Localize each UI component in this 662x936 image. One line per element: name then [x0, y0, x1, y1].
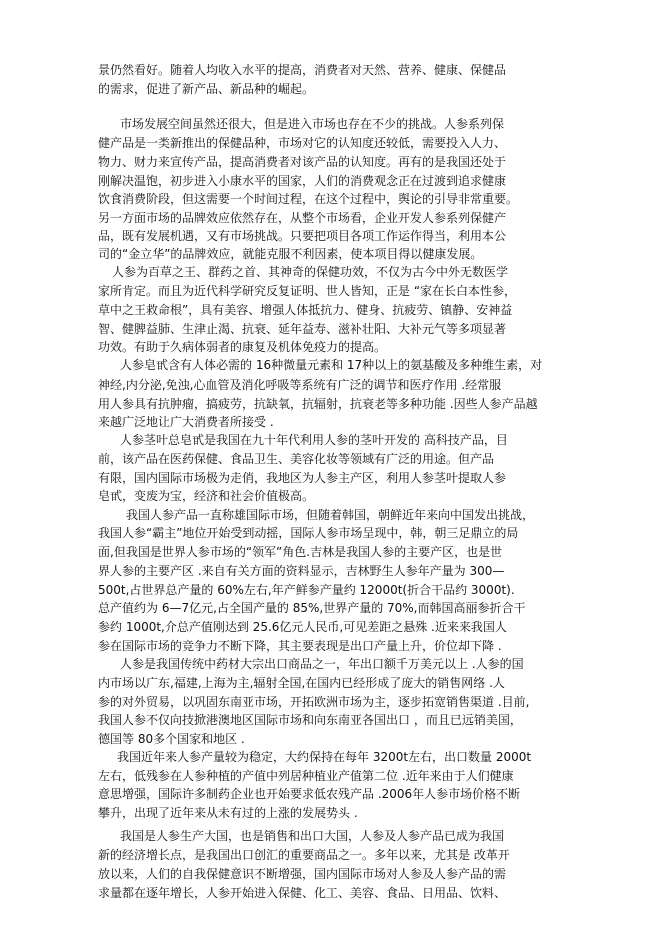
text-line: 我国近年来人参产量较为稳定，大约保持在每年 3200t左右，出口数量 2000t — [117, 750, 532, 764]
text-line: 司的“金立华”的品牌效应，就能克服不利因素，使本项目得以健康发展。 — [98, 247, 483, 261]
text-line: 意思增强，国际许多制药企业也开始要求低农残产品 .2006年人参市场价格不断 — [98, 787, 521, 801]
text-line: 参在国际市场的竞争力不断下降，其主要表现是出口产量上升，价位却下降 . — [98, 639, 502, 653]
text-line: 攀升，出现了近年来从未有过的上涨的发展势头 . — [98, 806, 358, 820]
text-line: 前，该产品在医药保健、食品卫生、美容化妆等领域有广泛的用途。但产品 — [98, 452, 495, 466]
text-line: 500t,占世界总产量的 60%左右,年产鲜参产量约 12000t(折合干品约 3000t). — [98, 583, 515, 597]
text-line: 界人参的主要产区 .来自有关方面的资料显示，吉林野生人参年产量为 300— — [98, 564, 505, 578]
text-line: 用人参具有抗肿瘤，搞疲劳，抗缺氧，抗辐射，抗衰老等多种功能 .因些人参产品越 — [98, 397, 538, 411]
text-line: 面,但我国是世界人参市场的“领军”角色.吉林是我国人参的主要产区，也是世 — [98, 545, 503, 559]
text-line: 饮食消费阶段，但这需要一个时间过程，在这个过程中，舆论的引导非常重要。 — [98, 192, 519, 206]
text-line: 品，既有发展机遇，又有市场挑战。只要把项目各项工作运作得当，利用本公 — [98, 229, 507, 243]
text-line: 另一方面市场的品牌效应依然存在，从整个市场看，企业开发人参系列保健产 — [98, 211, 507, 225]
text-line: 左右，低残参在人参种植的产值中列居种植业产值第二位 .近年来由于人们健康 — [98, 769, 514, 783]
text-line: 物力、财力来宣传产品，提高消费者对该产品的认知度。再有的是我国还处于 — [98, 155, 507, 169]
text-line: 的需求，促进了新产品、新品种的崛起。 — [98, 82, 315, 96]
text-line: 我国人参“霸主”地位开始受到动摇，国际人参市场呈现中，韩，朝三足鼎立的局 — [98, 526, 519, 540]
text-line: 我国人参不仅向技掀港澳地区国际市场和向东南亚各国出口 ，而且已远销美国， — [98, 713, 522, 727]
text-line: 放以来，人们的自我保健意识不断增强，国内国际市场对人参及人参产品的需 — [98, 867, 507, 881]
text-line: 智、健脾益肺、生津止渴、抗衰、延年益寿、滋补壮阳、大补元气等多项显著 — [98, 322, 507, 336]
text-line: 人参茎叶总皂甙是我国在九十年代利用人参的茎叶开发的 高科技产品，目 — [120, 433, 508, 447]
text-line: 德国等 80多个国家和地区 . — [98, 732, 245, 746]
text-line: 来越广泛地让广大消费者所接受 . — [98, 415, 274, 429]
text-line: 家所肯定。而且为近代科学研究反复证明、世人皆知，正是 “家在长白本性参， — [98, 284, 517, 298]
text-line: 有限，国内国际市场极为走俏，我地区为人参主产区，利用人参茎叶提取人参 — [98, 471, 507, 485]
text-line: 参的对外贸易，以巩固东南亚市场，开拓欧洲市场为主，逐步拓宽销售渠道 .目前, — [98, 695, 530, 709]
text-line: 神经,内分泌,免浊,心血管及消化呼吸等系统有广泛的调节和医疗作用 .经常服 — [98, 378, 502, 392]
text-line: 皂甙，变废为宝，经济和社会价值极高。 — [98, 489, 315, 503]
text-line: 新的经济增长点，是我国出口创汇的重要商品之一。多年以来，尤其是 改革开 — [98, 848, 510, 862]
text-line: 市场发展空间虽然还很大，但是进入市场也存在不少的挑战。人参系列保 — [120, 117, 505, 131]
text-line: 我国是人参生产大国，也是销售和出口大国，人参及人参产品已成为我国 — [120, 829, 505, 843]
text-line: 我国人参产品一直称雄国际市场，但随着韩国，朝鲜近年来向中国发出挑战， — [126, 508, 535, 522]
text-line: 人参是我国传统中药材大宗出口商品之一，年出口额千万美元以上 .人参的国 — [120, 657, 524, 671]
text-line: 健产品是一类新推出的保健品种，市场对它的认知度还较低，需要投入人力、 — [98, 136, 507, 150]
text-line: 总产值约为 6—7亿元,占全国产量的 85%,世界产量的 70%,而韩国高丽参折合干 — [98, 601, 526, 615]
text-line: 求量都在逐年增长，人参开始进入保健、化工、美容、食品、日用品、饮料、 — [98, 886, 507, 900]
text-line: 人参为百草之王、群药之首、其神奇的保健功效，不仅为古今中外无数医学 — [112, 265, 509, 279]
text-line: 景仍然看好。随着人均收入水平的提高，消费者对天然、营养、健康、保健品 — [98, 63, 507, 77]
text-line: 功效。有助于久病体弱者的康复及机体免疫力的提高。 — [98, 340, 387, 354]
text-line: 内市场以广东,福建,上海为主,辐射全国,在国内已经形成了庞大的销售网络 .人 — [98, 676, 505, 690]
text-line: 参约 1000t,介总产值刚达到 25.6亿元人民币,可见差距之悬殊 .近来来我国人 — [98, 620, 507, 634]
text-line: 刚解决温饱，初步进入小康水平的国家，人们的消费观念正在过渡到追求健康 — [98, 174, 507, 188]
text-line: 人参皂甙含有人体必需的 16种微量元素和 17种以上的氨基酸及多种维生素，对 — [120, 358, 543, 372]
text-line: 草中之王救命根”，具有美容、增强人体抵抗力、健身、抗疲劳、镇静、安神益 — [98, 303, 513, 317]
